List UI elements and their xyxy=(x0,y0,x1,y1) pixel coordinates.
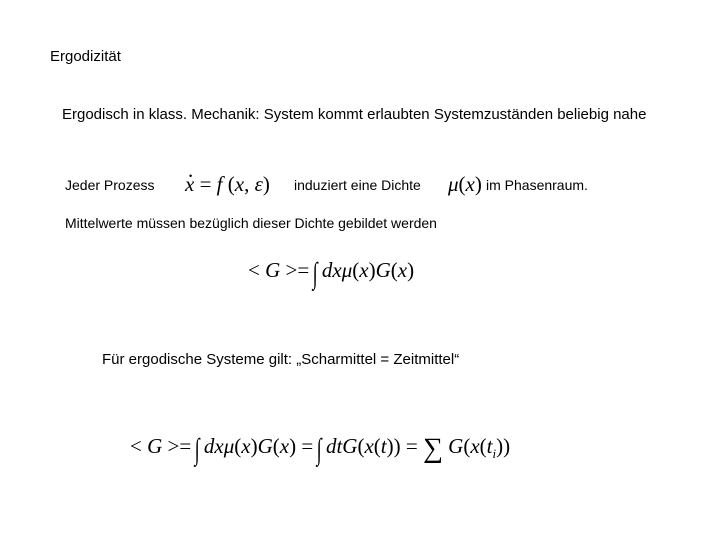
equation-mu: μ(x) xyxy=(448,172,482,196)
induziert-text: induziert eine Dichte xyxy=(294,177,421,193)
equation-xdot: . x = f (x, ε) xyxy=(185,172,270,197)
equation-ergodic: < G >= ∫ dxμ(x)G(x) = ∫ dtG(x(t)) = ∑ $G(x(t_i))$ xyxy=(130,433,511,466)
jeder-prozess-text: Jeder Prozess xyxy=(65,177,155,193)
ergodic-definition-text: Ergodisch in klass. Mechanik: System kommt erlaubten Systemzuständen beliebig nahe xyxy=(62,106,647,123)
slide-title: Ergodizität xyxy=(50,48,121,65)
mittelwerte-text: Mittelwerte müssen bezüglich dieser Dichte gebildet werden xyxy=(65,215,437,231)
equation-average: < G >= ∫ dxμ(x)G(x) xyxy=(248,257,415,290)
phasenraum-text: im Phasenraum. xyxy=(486,177,588,193)
ergodic-statement: Für ergodische Systeme gilt: „Scharmittel = Zeitmittel“ xyxy=(102,351,460,368)
